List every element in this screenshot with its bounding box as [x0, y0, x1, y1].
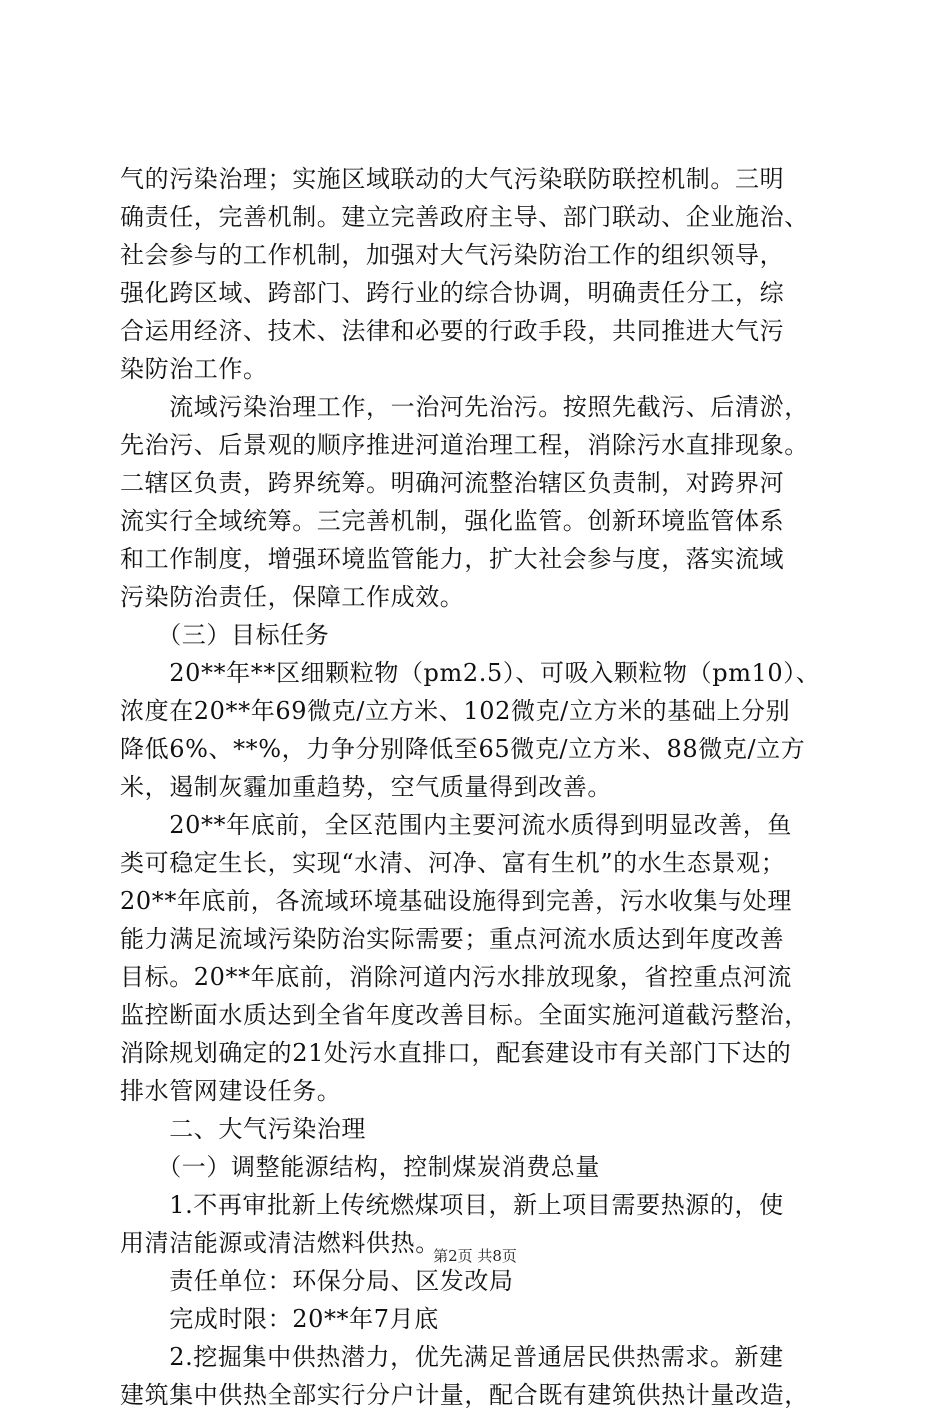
- text-line: 责任单位：环保分局、区发改局: [120, 1267, 514, 1295]
- text-line: 排水管网建设任务。: [120, 1077, 342, 1105]
- text-line: 浓度在20**年69微克/立方米、102微克/立方米的基础上分别: [120, 697, 791, 725]
- text-line: 先治污、后景观的顺序推进河道治理工程，消除污水直排现象。: [120, 431, 809, 459]
- text-line: 和工作制度，增强环境监管能力，扩大社会参与度，落实流域: [120, 545, 785, 573]
- section-heading: （三）目标任务: [120, 621, 330, 649]
- text-line: 1.不再审批新上传统燃煤项目，新上项目需要热源的，使: [120, 1191, 784, 1219]
- page-number-footer: 第2页 共8页: [433, 1247, 517, 1265]
- text-line: 20**年底前，全区范围内主要河流水质得到明显改善，鱼: [120, 811, 792, 839]
- text-line: 社会参与的工作机制，加强对大气污染防治工作的组织领导，: [120, 241, 785, 269]
- text-line: 用清洁能源或清洁燃料供热。: [120, 1229, 440, 1257]
- text-line: 2.挖掘集中供热潜力，优先满足普通居民供热需求。新建: [120, 1343, 784, 1371]
- text-line: 监控断面水质达到全省年度改善目标。全面实施河道截污整治，: [120, 1001, 809, 1029]
- text-line: 目标。20**年底前，消除河道内污水排放现象，省控重点河流: [120, 963, 792, 991]
- text-line: 消除规划确定的21处污水直排口，配套建设市有关部门下达的: [120, 1039, 792, 1067]
- text-line: 气的污染治理；实施区域联动的大气污染联防联控机制。三明: [120, 165, 785, 193]
- text-line: 完成时限：20**年7月底: [120, 1305, 439, 1333]
- text-line: 确责任，完善机制。建立完善政府主导、部门联动、企业施治、: [120, 203, 809, 231]
- text-line: 流域污染治理工作，一治河先治污。按照先截污、后清淤，: [120, 393, 809, 421]
- text-line: 20**年底前，各流域环境基础设施得到完善，污水收集与处理: [120, 887, 792, 915]
- text-line: 二辖区负责，跨界统筹。明确河流整治辖区负责制，对跨界河: [120, 469, 785, 497]
- text-line: 流实行全域统筹。三完善机制，强化监管。创新环境监管体系: [120, 507, 785, 535]
- text-line: 建筑集中供热全部实行分户计量，配合既有建筑供热计量改造，: [120, 1381, 809, 1409]
- text-line: 米，遏制灰霾加重趋势，空气质量得到改善。: [120, 773, 612, 801]
- text-line: 20**年**区细颗粒物（pm2.5）、可吸入颗粒物（pm10）、: [120, 659, 821, 687]
- text-line: 类可稳定生长，实现“水清、河净、富有生机”的水生态景观；: [120, 849, 786, 877]
- section-heading: 二、大气污染治理: [120, 1115, 366, 1143]
- document-body: [120, 160, 835, 1414]
- text-line: 强化跨区域、跨部门、跨行业的综合协调，明确责任分工，综: [120, 279, 785, 307]
- text-line: 污染防治责任，保障工作成效。: [120, 583, 465, 611]
- text-line: 染防治工作。: [120, 355, 268, 383]
- text-line: 降低6%、**%，力争分别降低至65微克/立方米、88微克/立方: [120, 735, 806, 763]
- text-line: 能力满足流域污染防治实际需要；重点河流水质达到年度改善: [120, 925, 785, 953]
- text-line: 合运用经济、技术、法律和必要的行政手段，共同推进大气污: [120, 317, 785, 345]
- section-heading: （一）调整能源结构，控制煤炭消费总量: [120, 1153, 600, 1181]
